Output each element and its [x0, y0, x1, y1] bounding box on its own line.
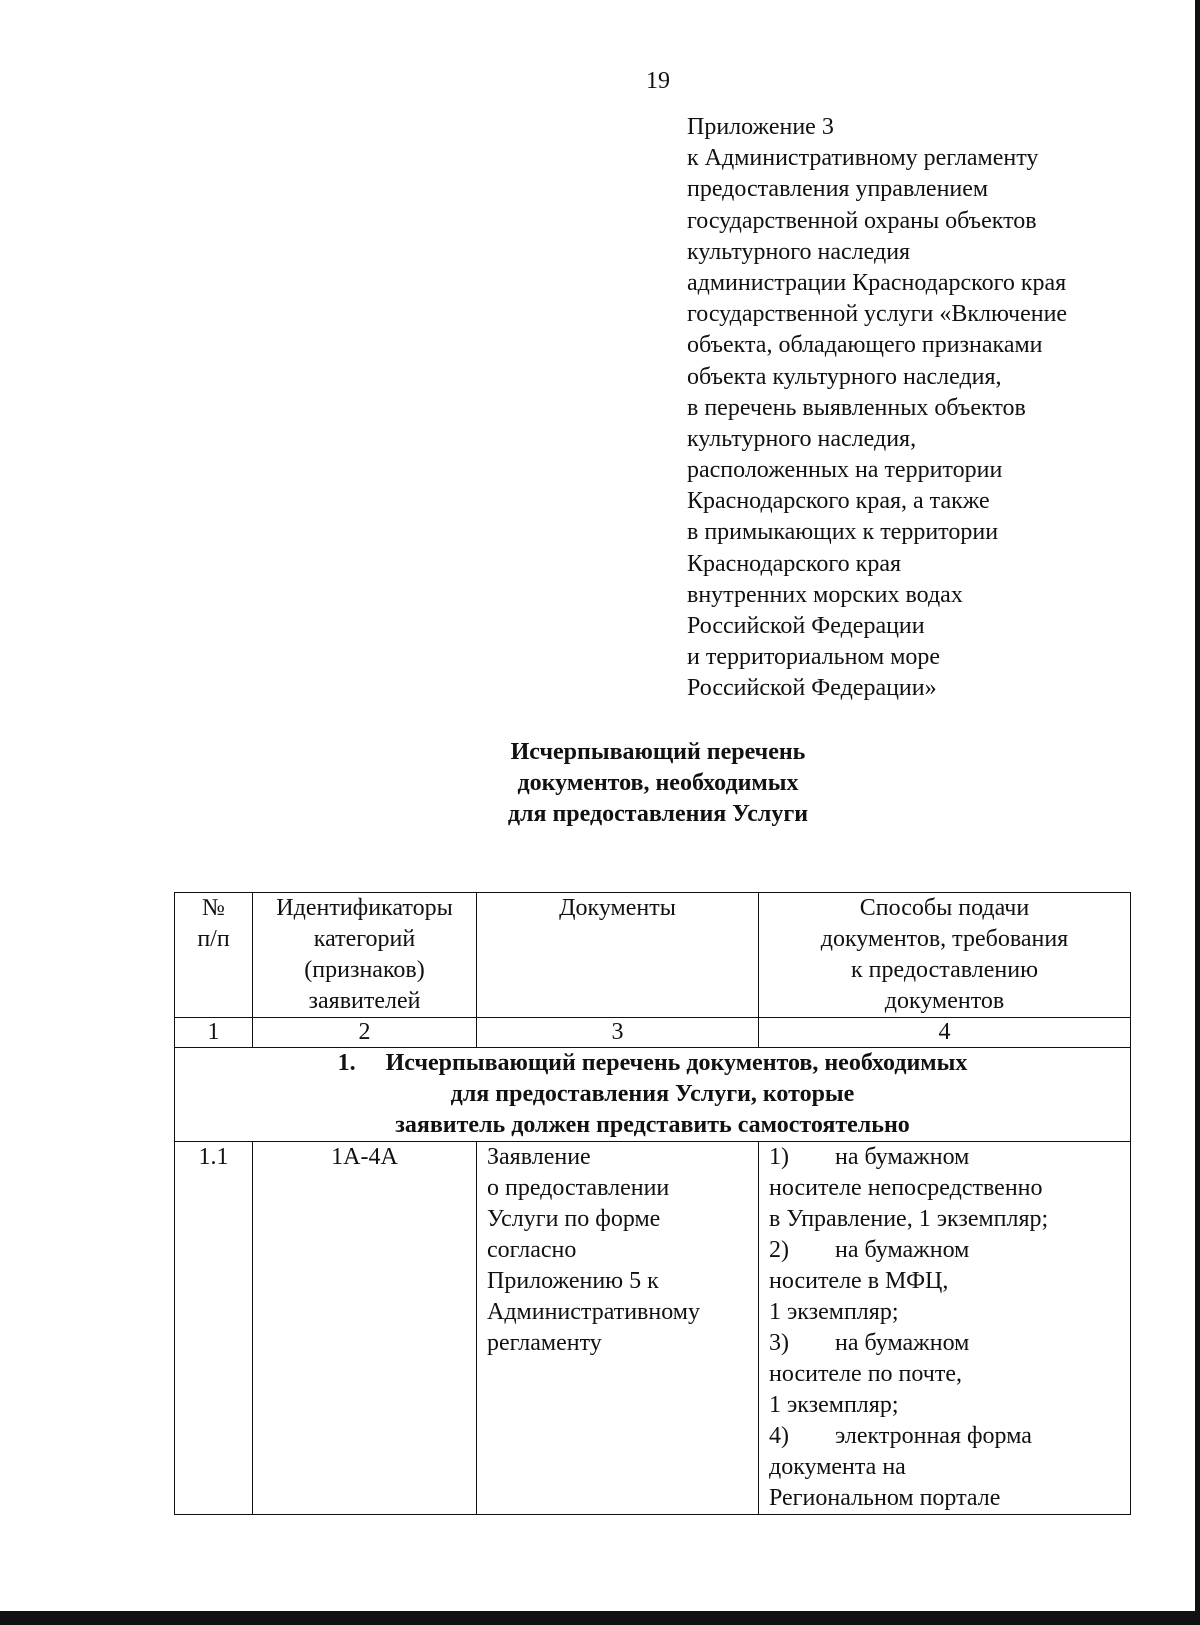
header-line: №: [202, 895, 225, 921]
item-number: 3): [769, 1330, 789, 1356]
appendix-line: государственной охраны объектов: [687, 207, 1037, 234]
submission-method-line: Региональном портале: [769, 1485, 1001, 1511]
submission-method-line: 1 экземпляр;: [769, 1299, 899, 1325]
header-applicant-ids: [253, 893, 477, 1018]
section-heading: [175, 1048, 1131, 1142]
section-line: 1. Исчерпывающий перечень документов, необходимых: [181, 1048, 1124, 1079]
header-line: п/п: [197, 926, 230, 952]
row-submission-methods: [759, 1142, 1131, 1515]
submission-method-line: 1 экземпляр;: [769, 1392, 899, 1418]
submission-method-item: 2) на бумажном: [769, 1235, 1126, 1266]
header-line: категорий: [313, 926, 416, 952]
page-number: 19: [646, 68, 670, 94]
document-line: регламенту: [487, 1330, 602, 1356]
appendix-line: государственной услуги «Включение: [687, 301, 1068, 328]
appendix-line: Приложение 3: [687, 114, 834, 140]
submission-method-item: 4) электронная форма: [769, 1421, 1126, 1452]
submission-method-line: в Управление, 1 экземпляр;: [769, 1206, 1049, 1232]
scan-edge-bottom: [0, 1611, 1200, 1625]
document-line: о предоставлении: [487, 1175, 670, 1201]
submission-method-item: 1) на бумажном: [769, 1142, 1126, 1173]
submission-method-line: носителе по почте,: [769, 1361, 962, 1387]
appendix-line: расположенных на территории: [687, 457, 1003, 484]
appendix-line: в примыкающих к территории: [687, 519, 999, 546]
column-numbers-row: [175, 1018, 1131, 1048]
header-number: [175, 893, 253, 1018]
appendix-line: Российской Федерации: [687, 613, 925, 639]
column-number: 1: [175, 1018, 253, 1048]
header-line: Способы подачи: [859, 895, 1030, 921]
appendix-line: Краснодарского края, а также: [687, 488, 990, 515]
documents-table: [174, 892, 1131, 1515]
column-number: 2: [253, 1018, 477, 1048]
header-line: к предоставлению: [851, 957, 1038, 983]
header-line: Идентификаторы: [276, 895, 453, 921]
table-header-row: [175, 893, 1131, 1018]
column-number: 4: [759, 1018, 1131, 1048]
section-row: [175, 1048, 1131, 1142]
header-line: Документы: [559, 895, 676, 921]
appendix-line: в перечень выявленных объектов: [687, 394, 1026, 421]
appendix-line: к Административному регламенту: [687, 145, 1039, 172]
header-line: (признаков): [304, 957, 425, 983]
item-number: 4): [769, 1423, 789, 1449]
title-line: документов, необходимых: [517, 770, 799, 796]
row-document: [477, 1142, 759, 1515]
item-number: 2): [769, 1237, 789, 1263]
table-row: [175, 1142, 1131, 1515]
appendix-line: объекта культурного наследия,: [687, 363, 1002, 390]
appendix-line: и территориальном море: [687, 644, 941, 671]
header-line: документов: [884, 988, 1005, 1014]
appendix-line: администрации Краснодарского края: [687, 269, 1067, 296]
appendix-line: Краснодарского края: [687, 550, 902, 577]
header-line: заявителей: [308, 988, 421, 1014]
section-line: заявитель должен представить самостоятельно: [395, 1112, 910, 1138]
appendix-line: культурного наследия,: [687, 425, 917, 452]
document-line: согласно: [487, 1237, 577, 1263]
document-line: Заявление: [487, 1144, 591, 1170]
title-line: для предоставления Услуги: [507, 801, 809, 827]
header-documents: [477, 893, 759, 1018]
header-submission-methods: [759, 893, 1131, 1018]
document-title: [0, 737, 1200, 830]
item-number: 1): [769, 1144, 789, 1170]
appendix-line: объекта, обладающего признаками: [687, 332, 1043, 359]
appendix-line: Российской Федерации»: [687, 675, 937, 702]
appendix-note: [687, 112, 1157, 705]
appendix-line: культурного наследия: [687, 238, 911, 265]
title-line: Исчерпывающий перечень: [510, 739, 806, 765]
section-line: для предоставления Услуги, которые: [450, 1081, 855, 1107]
row-number: 1.1: [175, 1142, 253, 1515]
header-line: документов, требования: [820, 926, 1069, 952]
submission-method-line: носителе непосредственно: [769, 1175, 1043, 1201]
document-line: Приложению 5 к: [487, 1268, 659, 1294]
appendix-line: предоставления управлением: [687, 176, 989, 203]
submission-method-item: 3) на бумажном: [769, 1328, 1126, 1359]
document-line: Административному: [487, 1299, 700, 1325]
row-applicant-ids: 1А-4А: [253, 1142, 477, 1515]
appendix-line: внутренних морских водах: [687, 581, 963, 608]
submission-method-line: документа на: [769, 1454, 906, 1480]
column-number: 3: [477, 1018, 759, 1048]
document-line: Услуги по форме: [487, 1206, 661, 1232]
submission-method-line: носителе в МФЦ,: [769, 1268, 949, 1294]
section-number: 1.: [337, 1050, 356, 1076]
